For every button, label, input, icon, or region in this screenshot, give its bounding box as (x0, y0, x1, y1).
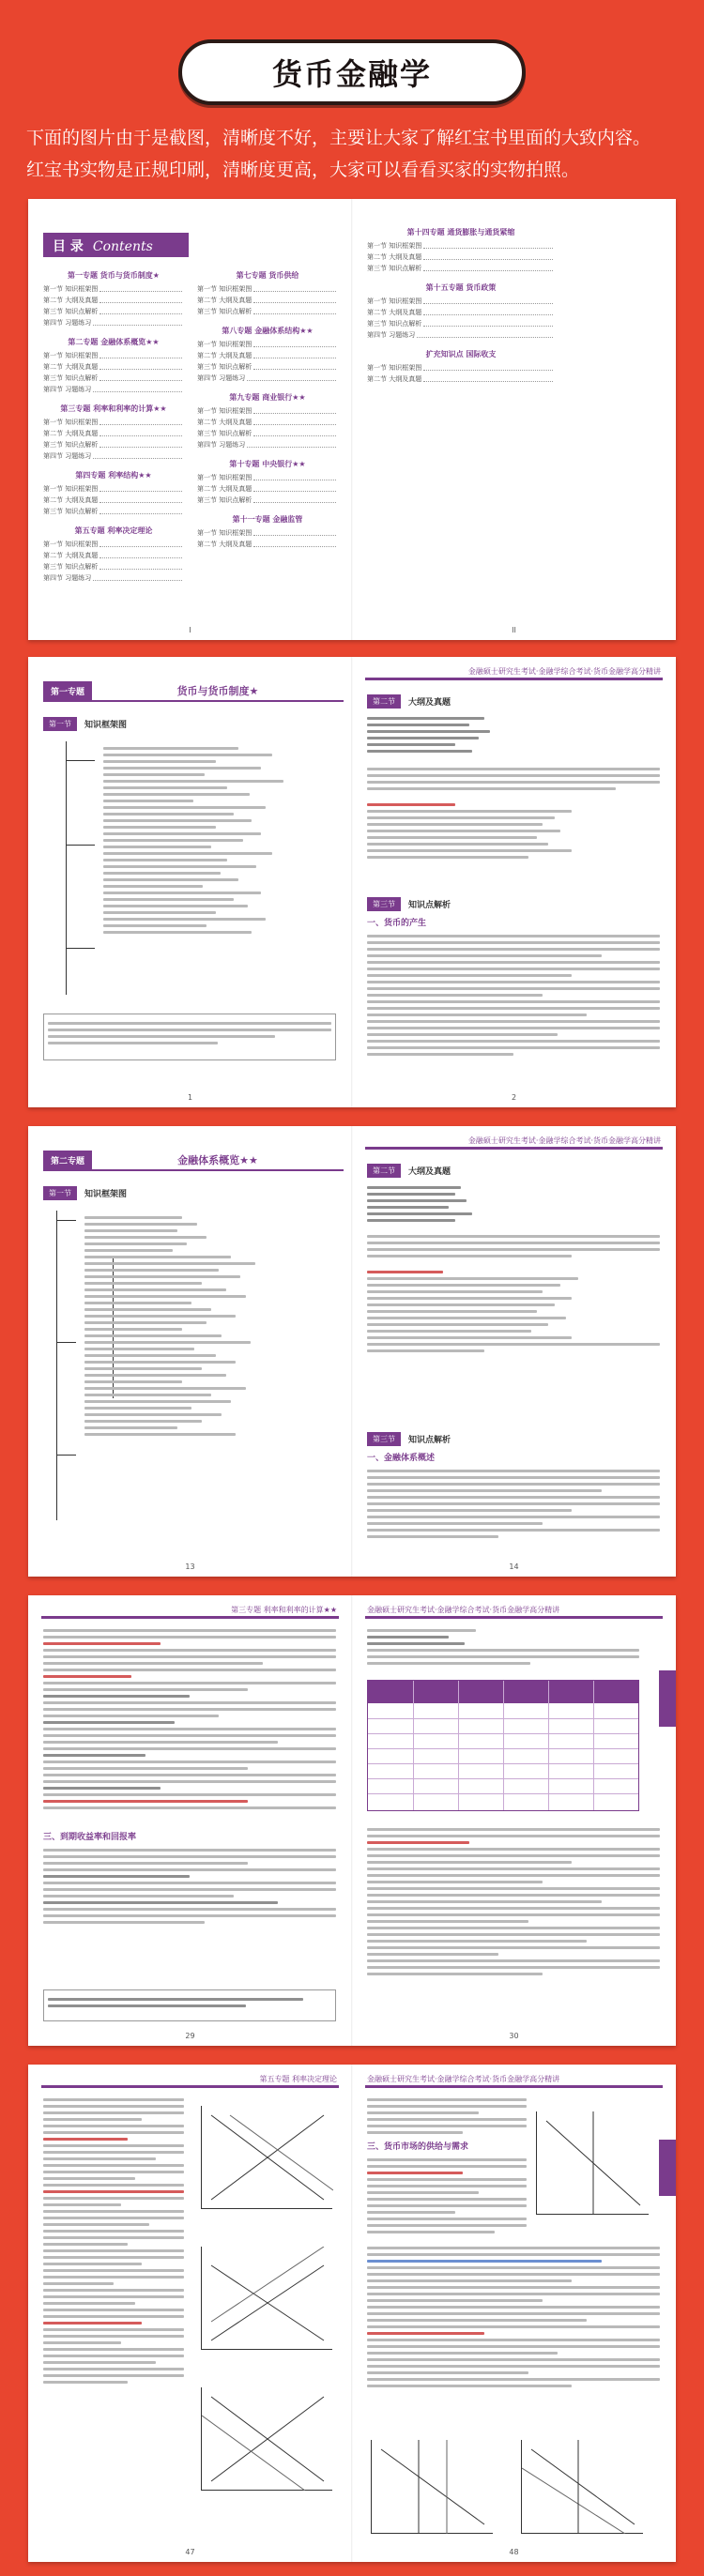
toc-line: 第一节 知识框架图 (197, 340, 338, 349)
section-body (367, 1466, 660, 1542)
section-tag: 第二节 (367, 1164, 401, 1178)
toc-line: 第一节 知识框架图 (43, 418, 184, 427)
toc-line: 第三节 知识点解析 (43, 440, 184, 450)
toc-line: 第四节 习题练习 (197, 440, 338, 450)
running-head: 金融硕士研究生考试·金融学综合考试·货币金融学高分精讲 (367, 2075, 560, 2083)
section-subtitle: 一、货币的产生 (367, 919, 427, 928)
chapter-3-page-left (28, 1595, 352, 2046)
section-header (367, 1164, 451, 1178)
toc-line: 第四节 习题练习 (43, 318, 184, 328)
running-head: 第三专题 利率和利率的计算★★ (231, 1606, 337, 1614)
page-title: 货币金融学 (271, 56, 432, 92)
toc-line: 第一节 知识框架图 (197, 406, 338, 416)
toc-line: 第三节 知识点解析 (367, 264, 555, 273)
toc-chapter: 第二专题 金融体系概览★★ (68, 338, 160, 346)
toc-chapter: 第五专题 利率决定理论 (74, 526, 153, 535)
running-head: 第五专题 利率决定理论 (259, 2075, 337, 2083)
chapter-banner (43, 1151, 344, 1171)
toc-chapter: 第一专题 货币与货币制度★ (68, 271, 160, 280)
intro-line-2: 红宝书实物是正规印刷，清晰度更高，大家可以看看买家的实物拍照。 (26, 160, 580, 180)
chapter-2-page-right (352, 1126, 676, 1577)
page-number: 48 (509, 2548, 519, 2556)
toc-line: 第二节 大纲及真题 (43, 362, 184, 372)
spread-chapter-1 (28, 657, 676, 1107)
chapter-3-page-right (352, 1595, 676, 2046)
chapter-2-page-left (28, 1126, 352, 1577)
toc-line: 第一节 知识框架图 (43, 351, 184, 360)
toc-chapter: 第十四专题 通货膨胀与通货紧缩 (406, 228, 515, 236)
section-tag: 第三节 (367, 897, 401, 911)
header-rule (365, 2085, 663, 2088)
toc-chapter: 第四专题 利率结构★★ (75, 471, 152, 480)
section-header (43, 1186, 127, 1200)
chapter-5-page-left (28, 2065, 352, 2562)
header-rule (41, 1616, 339, 1619)
syllabus-text (367, 1182, 660, 1356)
section-tag: 第三节 (367, 1432, 401, 1446)
section-header (367, 694, 451, 709)
header-rule (365, 678, 663, 680)
contents-page-left (28, 199, 352, 640)
toc-line: 第一节 知识框架图 (367, 241, 555, 251)
formula-box (43, 1989, 336, 2021)
toc-line: 第三节 知识点解析 (43, 373, 184, 383)
intro-line-1: 下面的图片由于是截图，清晰度不好，主要让大家了解红宝书里面的大致内容。 (26, 128, 651, 148)
running-head: 金融硕士研究生考试·金融学综合考试·货币金融学高分精讲 (467, 1136, 661, 1145)
chapter-banner (43, 681, 344, 702)
toc-line: 第二节 大纲及真题 (43, 429, 184, 438)
toc-line: 第二节 大纲及真题 (367, 308, 555, 317)
toc-chapter: 第八专题 金融体系结构★★ (222, 327, 314, 335)
page-number: 47 (185, 2548, 195, 2556)
chapter-name: 金融体系概览★★ (177, 1154, 258, 1166)
spread-chapter-2 (28, 1126, 676, 1577)
knowledge-outline (56, 1211, 57, 1520)
toc-line: 第四节 习题练习 (367, 330, 555, 340)
toc-chapter: 第十五专题 货币政策 (425, 283, 497, 292)
toc-line: 第二节 大纲及真题 (367, 374, 555, 384)
data-table (367, 1680, 639, 1811)
toc-line: 第四节 习题练习 (43, 451, 184, 461)
contents-label: Contents (92, 239, 153, 254)
section-header (367, 897, 451, 911)
toc-line: 第二节 大纲及真题 (43, 495, 184, 505)
outline-text (103, 743, 329, 937)
note-box (43, 1014, 336, 1060)
section-name: 知识框架图 (84, 721, 128, 730)
toc-chapter: 第三专题 利率和利率的计算★★ (60, 404, 167, 413)
section-subtitle: 三、货币市场的供给与需求 (367, 2142, 469, 2152)
section-header (367, 1432, 451, 1446)
toc-line: 第二节 大纲及真题 (197, 484, 338, 494)
section-tag: 第二节 (367, 694, 401, 709)
chapter-1-page-left (28, 657, 352, 1107)
toc-line: 第三节 知识点解析 (367, 319, 555, 328)
spread-chapter-5 (28, 2065, 676, 2562)
toc-line: 第三节 知识点解析 (197, 495, 338, 505)
header-rule (365, 1616, 663, 1619)
section-name: 大纲及真题 (408, 698, 451, 708)
syllabus-text (367, 713, 660, 862)
toc-line: 第一节 知识框架图 (43, 540, 184, 549)
section-name: 知识点解析 (408, 901, 451, 910)
supply-demand-graph-2 (201, 2247, 332, 2350)
toc-column-left (43, 261, 184, 585)
page-number: I (189, 626, 191, 634)
chapter-name: 货币与货币制度★ (176, 685, 259, 697)
money-market-graph-3 (521, 2440, 643, 2534)
page-number: II (512, 626, 516, 634)
toc-line: 第二节 大纲及真题 (197, 418, 338, 427)
chapter-tag: 第一专题 (43, 681, 92, 701)
page-number: 29 (185, 2032, 195, 2040)
toc-line: 第二节 大纲及真题 (197, 540, 338, 549)
toc-line: 第三节 知识点解析 (43, 307, 184, 316)
chapter-tag: 第二专题 (43, 1151, 92, 1170)
header-rule (365, 1147, 663, 1150)
toc-line: 第一节 知识框架图 (197, 284, 338, 294)
toc-chapter: 第十专题 中央银行★★ (229, 460, 306, 468)
toc-line: 第一节 知识框架图 (367, 297, 555, 306)
toc-chapter: 第十一专题 金融监管 (232, 515, 303, 524)
page-number: 30 (509, 2032, 519, 2040)
toc-line: 第四节 习题练习 (43, 573, 184, 583)
toc-line: 第一节 知识框架图 (197, 528, 338, 538)
section-tag: 第一节 (43, 1186, 77, 1200)
supply-demand-graph-3 (201, 2387, 332, 2491)
header-rule (41, 2085, 339, 2088)
toc-line: 第一节 知识框架图 (197, 473, 338, 482)
toc-line: 第三节 知识点解析 (197, 429, 338, 438)
toc-line: 第三节 知识点解析 (43, 562, 184, 572)
toc-line: 第二节 大纲及真题 (197, 296, 338, 305)
page-number: 14 (509, 1562, 519, 1571)
contents-page-right (352, 199, 676, 640)
money-market-graph (536, 2111, 649, 2215)
money-market-graph-2 (371, 2440, 493, 2534)
section-subtitle: 三、到期收益率和回报率 (43, 1833, 137, 1842)
body-text (43, 2095, 184, 2387)
spread-chapter-3 (28, 1595, 676, 2046)
section-body (367, 1824, 660, 1979)
page-number: 13 (185, 1562, 195, 1571)
section-body (367, 2155, 527, 2237)
side-tab (659, 2140, 676, 2196)
toc-column-mid (197, 261, 338, 551)
toc-line: 第一节 知识框架图 (43, 284, 184, 294)
knowledge-outline (66, 741, 67, 995)
page-number: 1 (187, 1093, 193, 1102)
toc-line: 第三节 知识点解析 (197, 307, 338, 316)
section-subtitle: 一、金融体系概述 (367, 1454, 436, 1463)
body-text (367, 1625, 639, 1669)
section-name: 知识框架图 (84, 1190, 128, 1199)
section-body (43, 1845, 336, 1928)
page-number: 2 (511, 1093, 517, 1102)
section-name: 大纲及真题 (408, 1167, 451, 1177)
toc-line: 第四节 习题练习 (43, 385, 184, 394)
side-tab (659, 1670, 676, 1727)
toc-line: 第二节 大纲及真题 (43, 551, 184, 560)
toc-line: 第二节 大纲及真题 (197, 351, 338, 360)
section-body-2 (367, 2243, 660, 2391)
supply-demand-graph-1 (201, 2106, 332, 2209)
toc-line: 第二节 大纲及真题 (367, 252, 555, 262)
title-pill (178, 39, 526, 105)
toc-chapter: 扩充知识点 国际收支 (425, 350, 497, 358)
section-name: 知识点解析 (408, 1436, 451, 1445)
contents-mark: 目 录 (53, 239, 84, 254)
toc-chapter: 第九专题 商业银行★★ (229, 393, 306, 402)
section-body (367, 931, 660, 1059)
toc-line: 第一节 知识框架图 (43, 484, 184, 494)
running-head: 金融硕士研究生考试·金融学综合考试·货币金融学高分精讲 (467, 667, 661, 676)
section-tag: 第一节 (43, 717, 77, 731)
section-header (43, 717, 127, 731)
toc-line: 第四节 习题练习 (197, 373, 338, 383)
toc-line: 第三节 知识点解析 (197, 362, 338, 372)
toc-chapter: 第七专题 货币供给 (236, 271, 299, 280)
body-text (367, 2095, 527, 2138)
spread-contents (28, 199, 676, 640)
chapter-5-page-right (352, 2065, 676, 2562)
outline-text (84, 1212, 329, 1440)
contents-header (43, 233, 189, 257)
toc-column-right (367, 218, 555, 386)
chapter-1-page-right (352, 657, 676, 1107)
toc-line: 第三节 知识点解析 (43, 507, 184, 516)
toc-line: 第二节 大纲及真题 (43, 296, 184, 305)
running-head: 金融硕士研究生考试·金融学综合考试·货币金融学高分精讲 (367, 1606, 560, 1614)
body-text (43, 1625, 336, 1813)
toc-line: 第一节 知识框架图 (367, 363, 555, 373)
